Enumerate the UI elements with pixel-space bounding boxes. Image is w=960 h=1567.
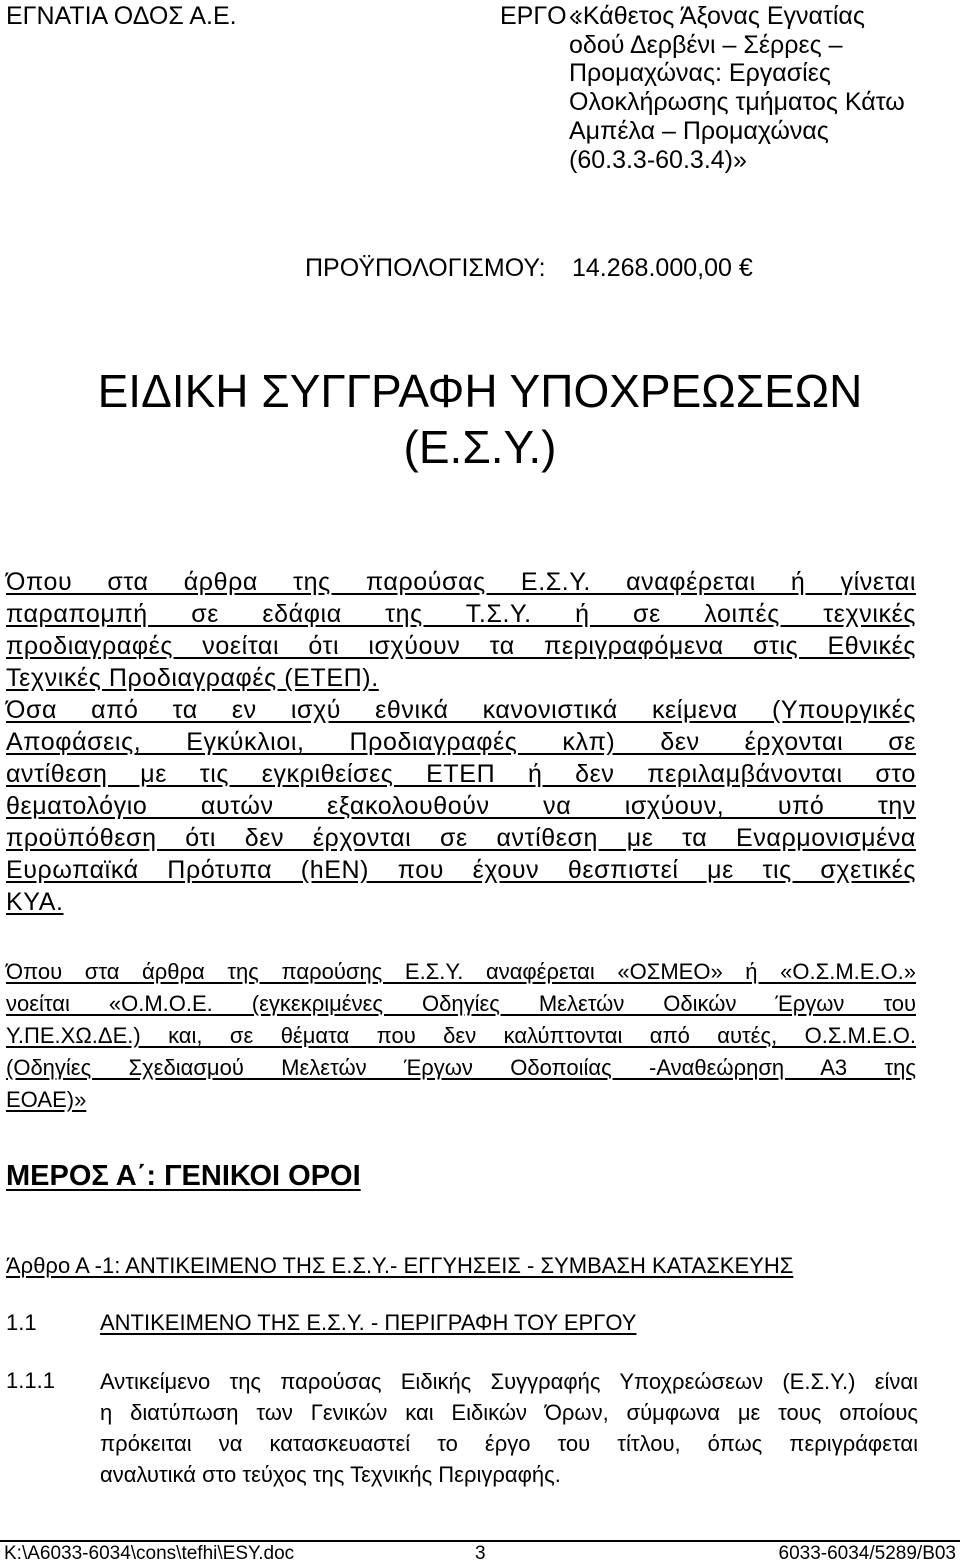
document-title: ΕΙΔΙΚΗ ΣΥΓΓΡΑΦΗ ΥΠΟΧΡΕΩΣΕΩΝ [97, 365, 863, 417]
paragraph-line: Υ.ΠΕ.ΧΩ.ΔΕ.) και, σε θέματα που δεν καλύπτονται από αυτές, Ο.Σ.Μ.Ε.Ο. [6, 1023, 916, 1048]
paragraph-line: θεματολόγιο αυτών εξακολουθούν να ισχύουν, υπό την [6, 792, 916, 820]
paragraph-line: Όπου στα άρθρα της παρούσας Ε.Σ.Υ. αναφέρεται ή γίνεται [6, 568, 916, 596]
project-title-line: Αμπέλα – Προμαχώνας [569, 116, 829, 145]
project-title-line: Ολοκλήρωσης τμήματος Κάτω [569, 88, 905, 117]
paragraph-line: παραπομπή σε εδάφια της Τ.Σ.Υ. ή σε λοιπές τεχνικές [6, 600, 916, 628]
footer-file-path: K:\A6033-6034\cons\tefhi\ESY.doc [4, 1543, 295, 1564]
paragraph-line: Τεχνικές Προδιαγραφές (ΕΤΕΠ). [6, 664, 379, 692]
company-name: ΕΓΝΑΤΙΑ ΟΔΟΣ Α.Ε. [6, 2, 237, 30]
page-number: 3 [475, 1543, 486, 1564]
document-code: 6033-6034/5289/B03 [778, 1543, 956, 1564]
paragraph-line: η διατύπωση των Γενικών και Ειδικών Όρων, σύμφωνα με τους οποίους [100, 1400, 918, 1425]
definitions-paragraph [6, 956, 916, 1116]
paragraph-line: αναλυτικά στο τεύχος της Τεχνικής Περιγραφής. [100, 1462, 561, 1487]
paragraph-line: Αντικείμενο της παρούσας Ειδικής Συγγραφής Υποχρεώσεων (Ε.Σ.Υ.) είναι [100, 1369, 918, 1394]
project-title-line: «Κάθετος Άξονας Εγνατίας [569, 2, 865, 30]
paragraph-line: (Οδηγίες Σχεδιασμού Μελετών Έργων Οδοποιίας -Αναθεώρηση Α3 της [6, 1055, 916, 1080]
project-label: ΕΡΓΟ : [500, 2, 581, 30]
document-title-abbrev: (Ε.Σ.Υ.) [403, 421, 557, 473]
paragraph-line: Αποφάσεις, Εγκύκλιοι, Προδιαγραφές κλπ) δεν έρχονται σε [6, 728, 916, 756]
paragraph-line: προϋπόθεση ότι δεν έρχονται σε αντίθεση με τα Εναρμονισμένα [6, 824, 916, 852]
intro-paragraph [6, 566, 916, 918]
paragraph-line: ΕΟΑΕ)» [6, 1087, 87, 1112]
paragraph-line: νοείται «Ο.Μ.Ο.Ε. (εγκεκριμένες Οδηγίες Μελετών Οδικών Έργων του [6, 991, 916, 1016]
paragraph-line: Ευρωπαϊκά Πρότυπα (hEN) που έχουν θεσπιστεί με τις σχετικές [6, 856, 916, 884]
subsection-number: 1.1 [6, 1310, 37, 1335]
project-title-line: (60.3.3-60.3.4)» [569, 145, 747, 174]
project-title [569, 2, 949, 174]
budget-value: 14.268.000,00 € [572, 254, 753, 282]
paragraph-line: Όπου στα άρθρα της παρούσης Ε.Σ.Υ. αναφέρεται «ΟΣΜΕΟ» ή «Ο.Σ.Μ.Ε.Ο.» [6, 959, 916, 984]
section-heading: ΜΕΡΟΣ Α΄: ΓΕΝΙΚΟΙ ΟΡΟΙ [6, 1160, 361, 1192]
subsubsection-body [100, 1366, 918, 1490]
project-title-line: Προμαχώνας: Εργασίες [569, 59, 831, 88]
budget-label: ΠΡΟΫΠΟΛΟΓΙΣΜΟΥ: [305, 254, 546, 282]
paragraph-line: ΚΥΑ. [6, 888, 64, 916]
paragraph-line: αντίθεση με τις εγκριθείσες ΕΤΕΠ ή δεν περιλαμβάνονται στο [6, 760, 916, 788]
paragraph-line: Όσα από τα εν ισχύ εθνικά κανονιστικά κείμενα (Υπουργικές [6, 696, 916, 724]
article-heading: Άρθρο Α -1: ΑΝΤΙΚΕΙΜΕΝΟ ΤΗΣ Ε.Σ.Υ.- ΕΓΓΥΗΣΕΙΣ - ΣΥΜΒΑΣΗ ΚΑΤΑΣΚΕΥΗΣ [6, 1253, 794, 1278]
footer-divider [0, 1540, 960, 1542]
paragraph-line: πρόκειται να κατασκευαστεί το έργο του τίτλου, όπως περιγράφεται [100, 1431, 918, 1456]
subsection-heading: ΑΝΤΙΚΕΙΜΕΝΟ ΤΗΣ Ε.Σ.Υ. - ΠΕΡΙΓΡΑΦΗ ΤΟΥ ΕΡΓΟΥ [100, 1310, 637, 1335]
paragraph-line: προδιαγραφές νοείται ότι ισχύουν τα περιγραφόμενα στις Εθνικές [6, 632, 916, 660]
subsubsection-number: 1.1.1 [6, 1368, 55, 1393]
project-title-line: οδού Δερβένι – Σέρρες – [569, 30, 843, 59]
